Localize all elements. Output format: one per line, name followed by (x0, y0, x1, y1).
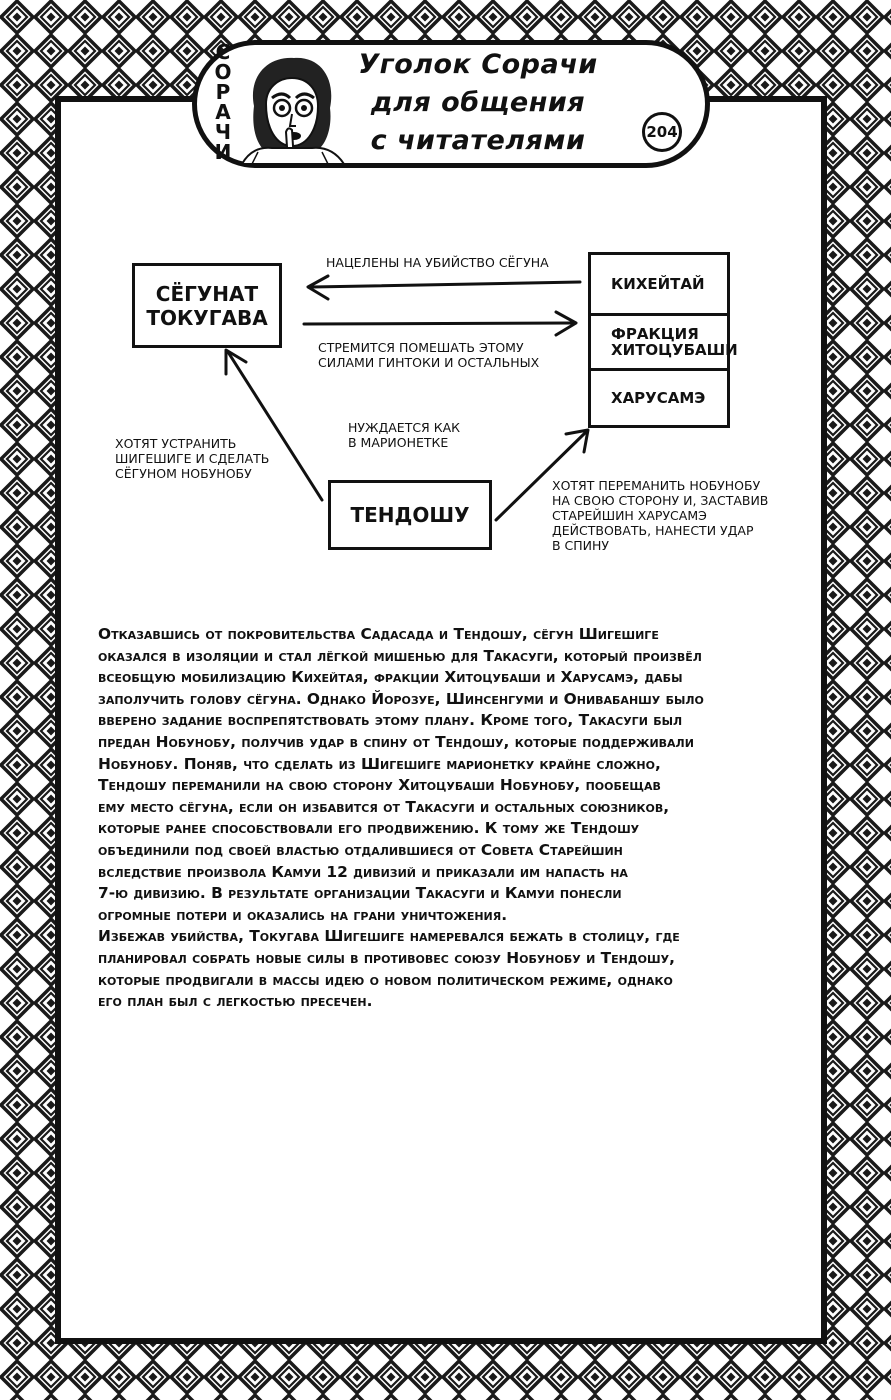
author-avatar-illustration (232, 48, 350, 164)
edge-label-eliminate: ХОТЯТ УСТРАНИТЬ ШИГЕШИГЕ И СДЕЛАТЬ СЁГУНОМ НОБУНОБУ (115, 436, 270, 481)
author-label-char: С (215, 40, 231, 64)
node-shogunate: СЁГУНАТ ТОКУГАВА (132, 263, 282, 348)
author-label-char: Ч (214, 120, 232, 144)
edge-label-lure: ХОТЯТ ПЕРЕМАНИТЬ НОБУНОБУ НА СВОЮ СТОРОНУ И, ЗАСТАВИВ СТАРЕЙШИН ХАРУСАМЭ ДЕЙСТВОВАТЬ, НАНЕСТИ УДАР В СПИНУ (552, 478, 769, 553)
edge-label-targeted: НАЦЕЛЕНЫ НА УБИЙСТВО СЁГУНА (326, 255, 549, 270)
edge-label-puppet: НУЖДАЕТСЯ КАК В МАРИОНЕТКЕ (348, 420, 461, 450)
node-kiheitai: КИХЕЙТАЙ (588, 252, 730, 316)
author-label-char: И (214, 140, 232, 164)
author-label-char: Р (215, 80, 231, 104)
paragraph: Избежав убийства, Токугава Шигешиге намеревался бежать в столицу, где планировал собрать новые силы в противовес союзу Нобунобу и Тендошу, которые продвигали в массы идею о новом политическом режиме, однако его план был с легкостью пресечен. (98, 927, 680, 1011)
header-title (348, 48, 608, 158)
title-line: Уголок Сорачи (358, 49, 598, 80)
page-number-badge: 204 (642, 112, 682, 152)
title-line: для общения (370, 87, 586, 118)
author-label-char: А (215, 100, 231, 124)
edge-label-prevent: СТРЕМИТСЯ ПОМЕШАТЬ ЭТОМУ СИЛАМИ ГИНТОКИ И ОСТАЛЬНЫХ (318, 340, 540, 370)
node-tendoshu: ТЕНДОШУ (328, 480, 492, 550)
body-text (98, 624, 808, 1013)
paragraph: Отказавшись от покровительства Садасада и Тендошу, сёгун Шигешиге оказался в изоляции и стал лёгкой мишенью для Такасуги, который произвёл всеобщую мобилизацию Кихейтая, фракции Хитоцубаши и Харусамэ, дабы заполучить голову сёгуна. Однако Йорозуе, Шинсенгуми и Онивабаншу было вверено задание воспрепятствовать этому плану. Кроме того, Такасуги был предан Нобунобу, получив удар в спину от Тендошу, которые поддерживали Нобунобу. Поняв, что сделать из Шигешиге марионетку крайне сложно, Тендошу переманили на свою сторону Хитоцубаши Нобунобу, пообещав ему место сёгуна, если он избавится от Такасуги и остальных союзников, которые ранее способствовали его продвижению. К тому же Тендошу объединили под своей властью отдалившиеся от Совета Старейшин вследствие произвола Камуи 12 дивизий и приказали им напасть на 7-ю дивизию. В результате организации Такасуги и Камуи понесли огромные потери и оказались на грани уничтожения. (98, 625, 704, 924)
title-line: с читателями (370, 125, 586, 156)
author-label-char: О (214, 60, 232, 84)
node-harusame: ХАРУСАМЭ (588, 368, 730, 428)
node-hitotsubashi: ФРАКЦИЯ ХИТОЦУБАШИ (588, 313, 730, 371)
